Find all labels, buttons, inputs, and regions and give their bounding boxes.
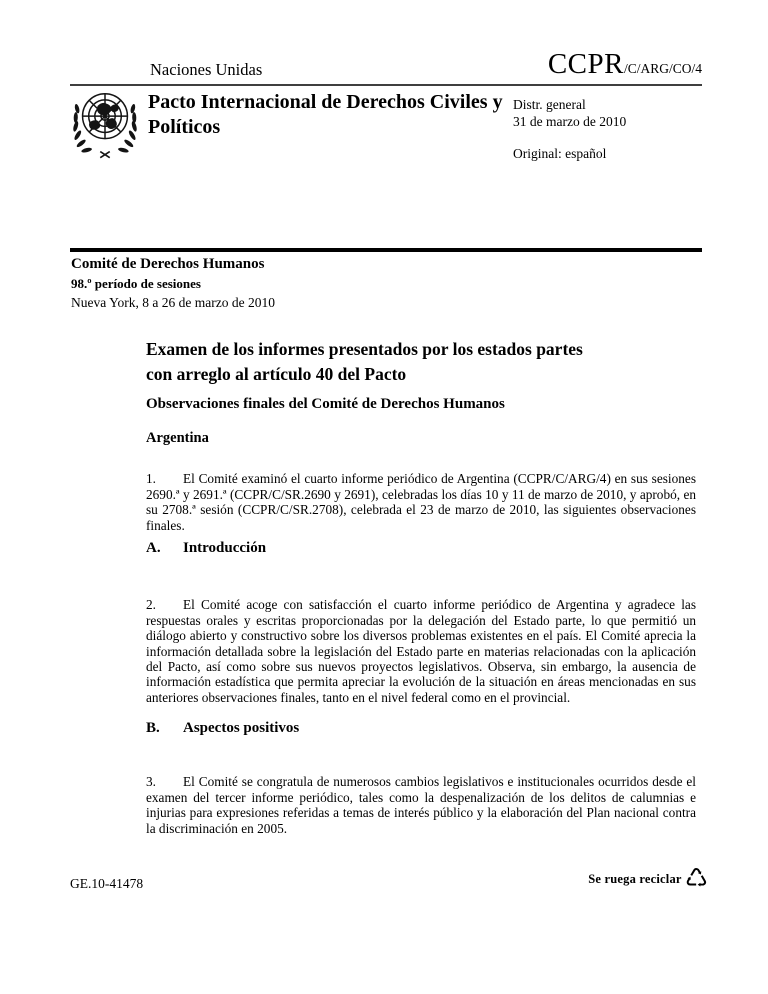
un-emblem-icon — [71, 87, 139, 168]
committee-name: Comité de Derechos Humanos — [71, 256, 265, 272]
section-heading-b — [146, 720, 299, 737]
section-divider — [70, 248, 702, 252]
paragraph-1-number: 1. — [146, 471, 156, 487]
paragraph-3-number: 3. — [146, 774, 156, 790]
paragraph-1 — [146, 471, 696, 533]
paragraph-1-text: El Comité examinó el cuarto informe periódico de Argentina (CCPR/C/ARG/4) en sus sesiones 2690.ª y 2691.ª (CCPR/C/SR.2690 y 2691), celebradas los días 10 y 11 de marzo de 2010, y aprobó, en su 2708.ª sesión (CCPR/C/SR.2708), celebrada el 23 de marzo de 2010, las siguientes observaciones finales. — [146, 471, 696, 533]
section-heading-a — [146, 540, 266, 557]
distribution-line: Distr. general — [513, 97, 586, 112]
doc-symbol-main: CCPR — [547, 48, 624, 80]
paragraph-2-text: El Comité acoge con satisfacción el cuarto informe periódico de Argentina y agradece las respuestas orales y escritas proporcionadas por la delegación del Estado parte, lo que permitió un diálogo abierto y constructivo sobre los diversos problemas existentes en el país. El Comité aprecia la información detallada sobre la legislación del Estado parte en materias relacionadas con la aplicación del Pacto, así como sobre sus nuevos proyectos legislativos. Observa, sin embargo, la ausencia de información estadística que permita apreciar la evolución de la situación en áreas mencionadas en sus anteriores observaciones finales, tanto en el nivel federal como en el provincial. — [146, 597, 696, 705]
paragraph-2 — [146, 597, 696, 705]
document-subtitle: Observaciones finales del Comité de Derechos Humanos — [146, 396, 505, 412]
doc-meta — [513, 96, 626, 162]
date-line: 31 de marzo de 2010 — [513, 114, 627, 129]
document-title: Examen de los informes presentados por los estados partes con arreglo al artículo 40 del Pacto — [146, 339, 583, 384]
paragraph-3 — [146, 774, 696, 836]
org-name: Naciones Unidas — [150, 60, 263, 79]
country-heading: Argentina — [146, 430, 209, 446]
section-a-label: Introducción — [183, 540, 267, 556]
recycle-notice — [588, 866, 708, 892]
document-reference-number: GE.10-41478 — [70, 876, 144, 891]
session-number: 98.º período de sesiones — [71, 276, 201, 291]
paragraph-3-text: El Comité se congratula de numerosos cambios legislativos e institucionales ocurridos desde el examen del tercer informe periódico, tales como la despenalización de los delitos de calumnias e injurias para expresiones referidas a temas de interés público y la elaboración del Plan nacional contra la discriminación en 2005. — [146, 774, 696, 836]
section-b-letter: B. — [146, 720, 160, 736]
session-location-dates: Nueva York, 8 a 26 de marzo de 2010 — [71, 295, 275, 310]
recycle-icon: ♺ — [684, 864, 708, 894]
covenant-title: Pacto Internacional de Derechos Civiles y Políticos — [148, 91, 503, 138]
section-b-label: Aspectos positivos — [183, 720, 300, 736]
header-divider — [70, 84, 702, 86]
original-language-line: Original: español — [513, 146, 607, 161]
section-a-letter: A. — [146, 540, 161, 556]
session-block — [71, 256, 275, 311]
recycle-text: Se ruega reciclar — [588, 871, 682, 886]
doc-symbol — [548, 48, 702, 81]
doc-symbol-suffix: /C/ARG/CO/4 — [623, 61, 702, 76]
paragraph-2-number: 2. — [146, 597, 156, 613]
